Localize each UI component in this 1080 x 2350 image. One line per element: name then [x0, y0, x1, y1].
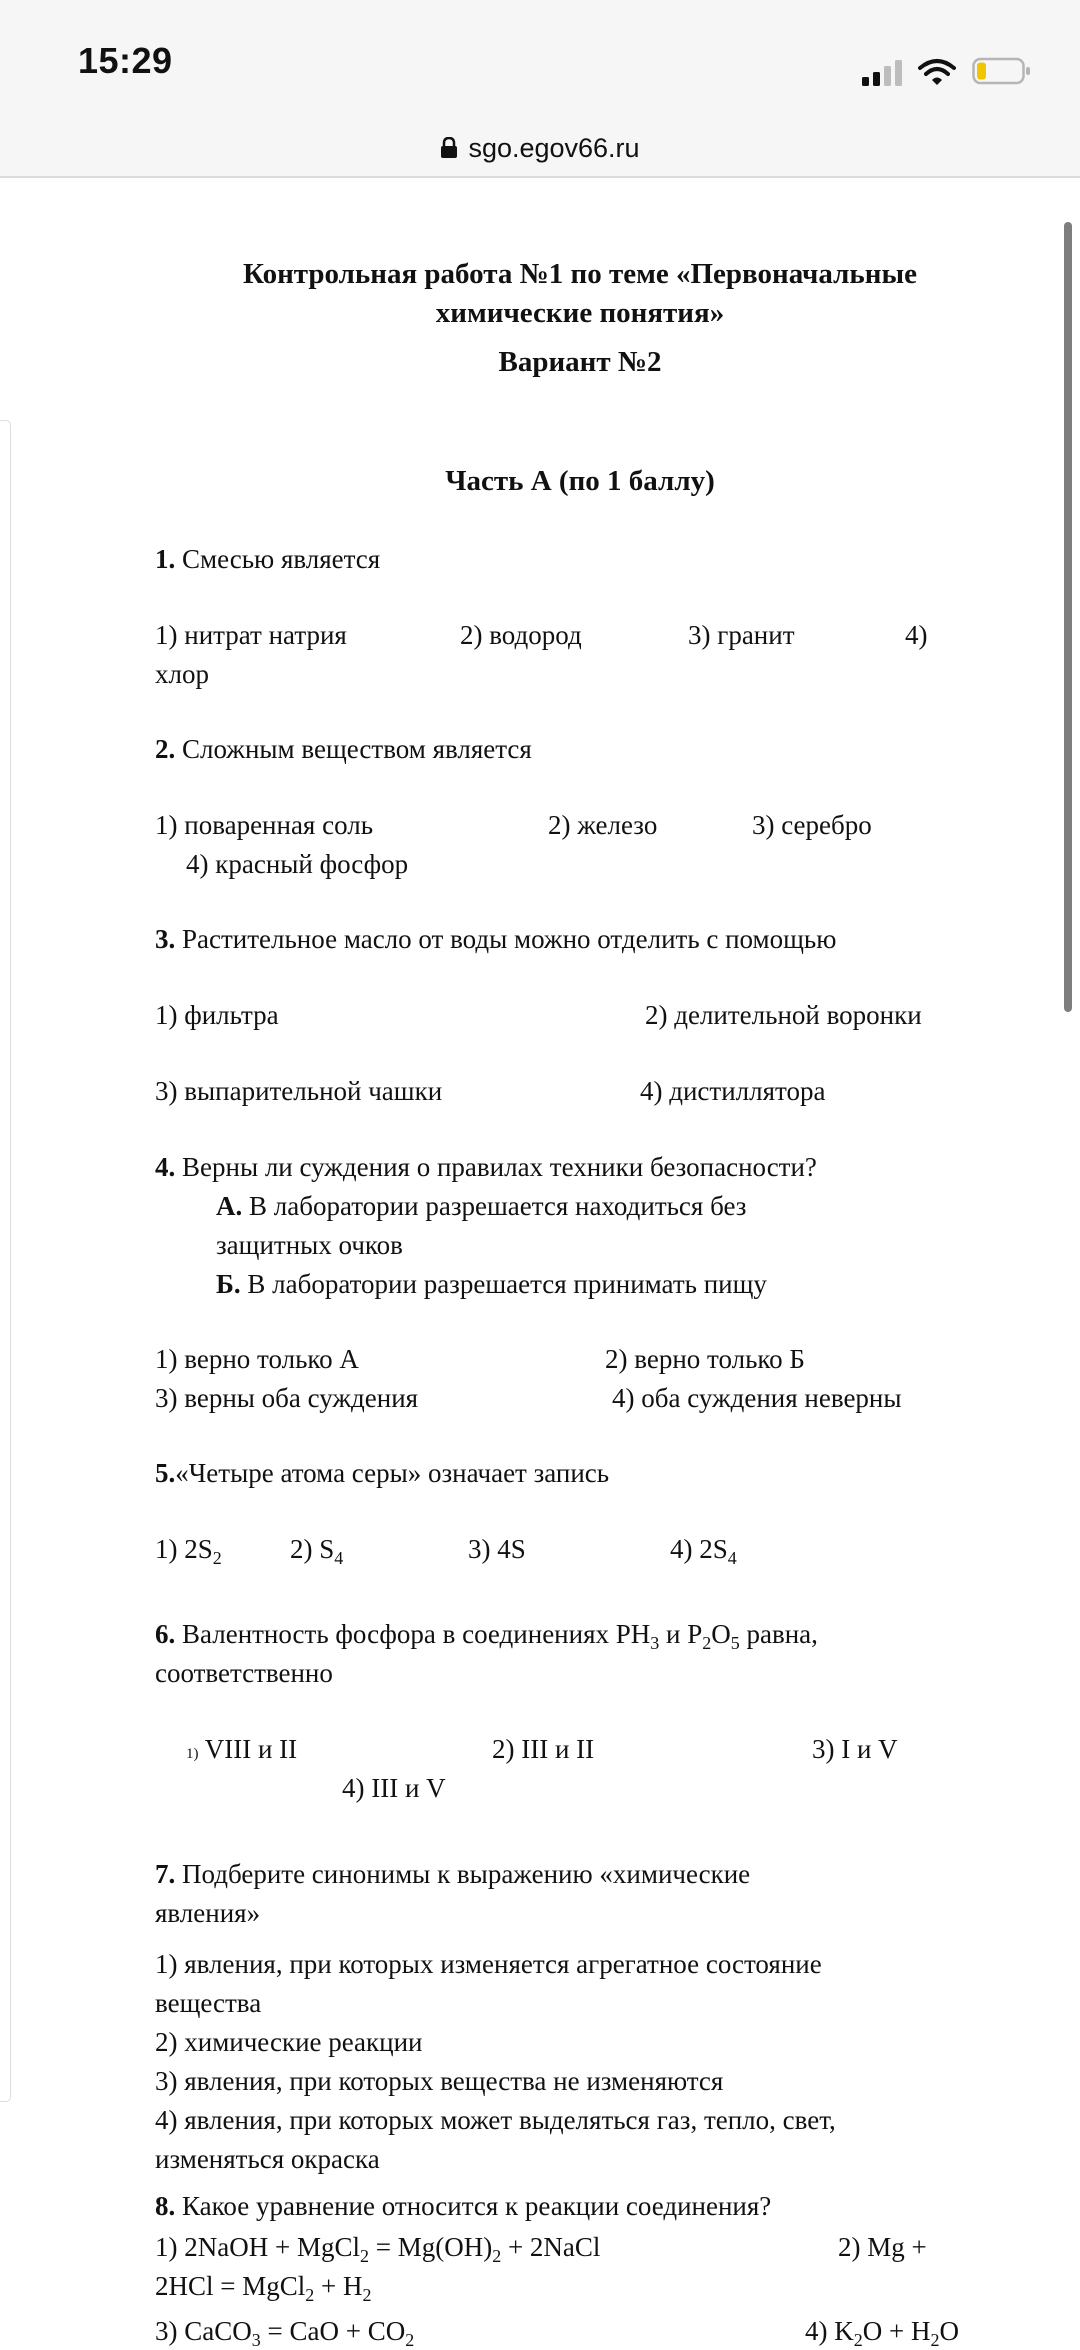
- question-number: 6.: [155, 1619, 176, 1649]
- q7-answer-4-continued: изменяться окраска: [155, 2144, 380, 2174]
- q7-answer-4: 4) явления, при которых может выделяться газ, тепло, свет,: [155, 2105, 836, 2135]
- question-text: Подберите синонимы к выражению «химические: [175, 1859, 751, 1889]
- formula-text: 3) CaCO: [155, 2316, 252, 2346]
- question-text: Валентность фосфора в соединениях PH: [175, 1619, 651, 1649]
- q7-answer-2: 2) химические реакции: [155, 2027, 423, 2057]
- question-text: Растительное масло от воды можно отделить с помощью: [175, 924, 837, 954]
- question-number: 8.: [155, 2191, 176, 2221]
- q4-answer-3: 3) верны оба суждения: [155, 1383, 419, 1413]
- q1-answer-4-number: 4): [905, 620, 928, 650]
- q8-answer-3: [155, 2312, 414, 2350]
- question-4: [155, 1148, 817, 1186]
- question-6-continued: соответственно: [155, 1658, 333, 1688]
- url-text[interactable]: sgo.egov66.ru: [468, 132, 640, 163]
- formula-text: O: [939, 2316, 959, 2346]
- formula-subscript: 4: [334, 1548, 344, 1568]
- formula-text: + H: [314, 2271, 363, 2301]
- formula-subscript: 2: [405, 2330, 415, 2350]
- question-number: 2.: [155, 734, 176, 764]
- q8-answer-4: [805, 2312, 959, 2350]
- statement-text: В лаборатории разрешается принимать пищу: [240, 1269, 767, 1299]
- formula-text: O + H: [862, 2316, 931, 2346]
- answer-number: 1): [186, 1746, 199, 1762]
- q5-answer-3: 3) 4S: [468, 1534, 526, 1564]
- question-7: [155, 1855, 750, 1893]
- q5-answer-2: [290, 1530, 343, 1568]
- doc-title-line1: Контрольная работа №1 по теме «Первоначальные: [243, 258, 917, 290]
- q2-answer-1: 1) поваренная соль: [155, 810, 374, 840]
- question-text: «Четыре атома серы» означает запись: [175, 1458, 610, 1488]
- formula-text: 4) K: [805, 2316, 854, 2346]
- formula-subscript: 2: [305, 2285, 315, 2305]
- q2-answer-3: 3) серебро: [752, 810, 872, 840]
- doc-part-heading: Часть А (по 1 баллу): [445, 465, 715, 497]
- statement-label: Б.: [216, 1269, 241, 1299]
- question-number: 3.: [155, 924, 176, 954]
- q3-answer-4: 4) дистиллятора: [640, 1076, 826, 1106]
- question-text: Какое уравнение относится к реакции соединения?: [175, 2191, 772, 2221]
- q4-statement-a-continued: защитных очков: [216, 1230, 403, 1260]
- question-number: 7.: [155, 1859, 176, 1889]
- formula-text: 1) 2NaOH + MgCl: [155, 2232, 360, 2262]
- formula-text: 2HCl = MgCl: [155, 2271, 306, 2301]
- question-text: равна,: [739, 1619, 818, 1649]
- q4-statement-b: [216, 1265, 767, 1303]
- question-number: 4.: [155, 1152, 176, 1182]
- formula-subscript: 2: [702, 1633, 712, 1653]
- formula-subscript: 2: [362, 2285, 372, 2305]
- q4-statement-a: [216, 1187, 746, 1225]
- q6-answer-2: 2) III и II: [492, 1734, 595, 1764]
- q8-answer-2: 2) Mg +: [838, 2232, 927, 2262]
- q8-answer-1: [155, 2228, 600, 2266]
- question-6: [155, 1615, 818, 1653]
- question-text: Верны ли суждения о правилах техники безопасности?: [175, 1152, 817, 1182]
- doc-variant: Вариант №2: [498, 346, 662, 378]
- q6-answer-3: 3) I и V: [812, 1734, 898, 1764]
- formula-subscript: 5: [730, 1633, 740, 1653]
- question-text: O: [711, 1619, 731, 1649]
- question-text: Смесью является: [175, 544, 381, 574]
- q5-answer-4: [670, 1530, 737, 1568]
- statement-text: В лаборатории разрешается находиться без: [242, 1191, 747, 1221]
- formula-subscript: 2: [930, 2330, 940, 2350]
- q6-answer-1: [186, 1730, 297, 1773]
- q4-answer-2: 2) верно только Б: [605, 1344, 805, 1374]
- q2-answer-4: 4) красный фосфор: [186, 849, 409, 879]
- question-number: 5.: [155, 1458, 176, 1488]
- q7-answer-3: 3) явления, при которых вещества не изменяются: [155, 2066, 724, 2096]
- formula-text: 2) S: [290, 1534, 335, 1564]
- question-3: [155, 920, 836, 958]
- question-text: Сложным веществом является: [175, 734, 532, 764]
- formula-subscript: 2: [212, 1548, 222, 1568]
- formula-text: 1) 2S: [155, 1534, 213, 1564]
- q1-answer-2: 2) водород: [460, 620, 582, 650]
- formula-subscript: 3: [650, 1633, 660, 1653]
- q1-answer-4-text: хлор: [155, 659, 209, 689]
- answer-text: VIII и II: [198, 1734, 298, 1764]
- q1-answer-3: 3) гранит: [688, 620, 795, 650]
- formula-subscript: 2: [492, 2246, 502, 2266]
- q7-answer-1: 1) явления, при которых изменяется агрегатное состояние: [155, 1949, 822, 1979]
- statement-label: А.: [216, 1191, 243, 1221]
- formula-text: 4) 2S: [670, 1534, 728, 1564]
- q3-answer-2: 2) делительной воронки: [645, 1000, 922, 1030]
- status-time: 15:29: [78, 40, 173, 81]
- question-2: [155, 730, 532, 768]
- formula-subscript: 4: [727, 1548, 737, 1568]
- formula-text: = CaO + CO: [260, 2316, 406, 2346]
- question-text: и P: [659, 1619, 703, 1649]
- q3-answer-3: 3) выпарительной чашки: [155, 1076, 443, 1106]
- q1-answer-1: 1) нитрат натрия: [155, 620, 347, 650]
- question-8: [155, 2187, 771, 2225]
- question-1: [155, 540, 380, 578]
- q5-answer-1: [155, 1530, 222, 1568]
- question-7-continued: явления»: [155, 1898, 261, 1928]
- q3-answer-1: 1) фильтра: [155, 1000, 279, 1030]
- question-number: 1.: [155, 544, 176, 574]
- q8-answer-2-continued: [155, 2267, 372, 2305]
- q2-answer-2: 2) железо: [548, 810, 658, 840]
- formula-subscript: 3: [251, 2330, 261, 2350]
- q4-answer-4: 4) оба суждения неверны: [612, 1383, 902, 1413]
- doc-title-line2: химические понятия»: [435, 297, 725, 329]
- q7-answer-1-continued: вещества: [155, 1988, 262, 2018]
- formula-text: = Mg(OH): [368, 2232, 493, 2262]
- formula-subscript: 2: [853, 2330, 863, 2350]
- formula-subscript: 2: [359, 2246, 369, 2266]
- q6-answer-4: 4) III и V: [342, 1773, 446, 1803]
- formula-text: + 2NaCl: [501, 2232, 601, 2262]
- question-5: [155, 1454, 609, 1492]
- q4-answer-1: 1) верно только А: [155, 1344, 359, 1374]
